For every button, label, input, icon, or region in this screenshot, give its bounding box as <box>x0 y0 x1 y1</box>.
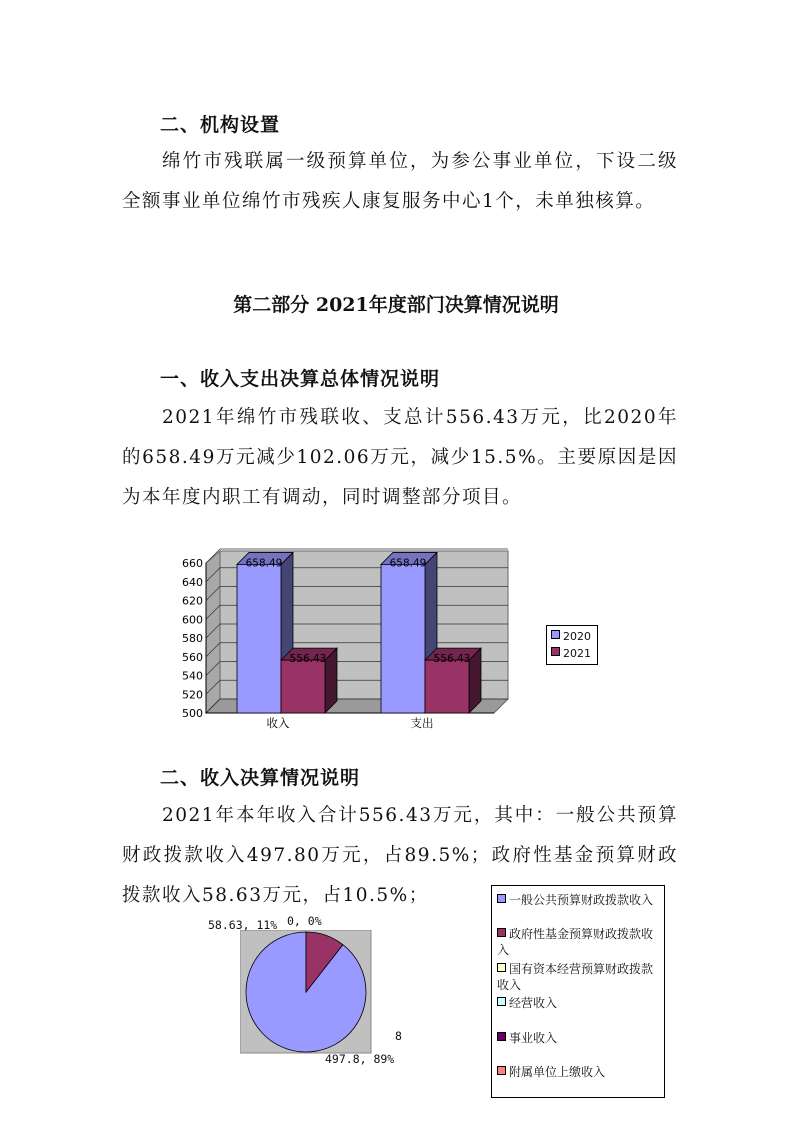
bar-legend-label-2020: 2020 <box>563 630 591 643</box>
pie-label-slice-2: 58.63, 11% <box>208 918 278 932</box>
pie-chart <box>240 930 372 1054</box>
pie-label-slice-1: 497.8, 89% <box>325 1052 395 1066</box>
bar-y-tick-label: 640 <box>182 575 203 589</box>
bar-data-label: 658.49 <box>245 557 283 570</box>
bar-y-tick-label: 500 <box>182 707 203 720</box>
bar-y-tick-label: 580 <box>182 632 203 645</box>
pie-legend-label-2: 政府性基金预算财政拨款收入 <box>497 927 654 957</box>
bar-y-tick-label: 600 <box>182 613 203 627</box>
section-heading-income: 二、收入决算情况说明 <box>160 767 361 789</box>
section-heading-org: 二、机构设置 <box>160 114 281 136</box>
bar-data-label: 556.43 <box>289 653 327 666</box>
section-paragraph-org: 绵竹市残联属一级预算单位，为参公事业单位，下设二级全额事业单位绵竹市残疾人康复服务中心1个，未单独核算。 <box>122 151 678 212</box>
bar-data-label: 658.49 <box>389 557 427 570</box>
pie-legend-swatch-3 <box>497 963 506 972</box>
bar-chart <box>170 545 530 735</box>
pie-legend-item-5 <box>497 1030 662 1046</box>
bar-y-tick-label: 560 <box>182 650 203 664</box>
pie-legend-item-6 <box>497 1064 662 1080</box>
section-paragraph-summary: 2021年绵竹市残联收、支总计556.43万元，比2020年的658.49万元减少102.06万元，减少15.5%。主要原因是因为本年度内职工有调动，同时调整部分项目。 <box>122 407 678 508</box>
bar-y-tick-label: 660 <box>182 557 203 570</box>
pie-legend-item-2 <box>497 926 662 958</box>
bar-legend-item-2021 <box>551 647 591 660</box>
pie-stray-label: 8 <box>395 1029 402 1043</box>
bar-side-wall <box>206 551 220 713</box>
section-paragraph-income: 2021年本年收入合计556.43万元，其中：一般公共预算财政拨款收入497.80万元，占89.5%；政府性基金预算财政拨款收入58.63万元，占10.5%； <box>122 805 678 906</box>
pie-legend-label-5: 事业收入 <box>509 1031 558 1045</box>
bar-data-label: 556.43 <box>433 653 471 666</box>
bar-legend-item-2020 <box>551 630 591 643</box>
bar-category-label: 支出 <box>410 716 434 730</box>
bar-y-tick-label: 520 <box>182 688 203 702</box>
pie-legend-label-1: 一般公共预算财政拨款收入 <box>509 893 654 907</box>
bar-category-label: 收入 <box>266 716 290 730</box>
pie-legend-swatch-5 <box>497 1032 506 1041</box>
section-heading-summary: 一、收入支出决算总体情况说明 <box>160 368 441 390</box>
bar-legend-swatch-2020 <box>551 630 560 639</box>
pie-legend-item-4 <box>497 995 662 1011</box>
pie-legend-item-1 <box>497 892 662 908</box>
pie-legend-swatch-2 <box>497 928 506 937</box>
bar-y-tick-label: 540 <box>182 669 203 683</box>
bar-y-tick-label: 620 <box>182 594 203 608</box>
pie-label-slice-3: 0, 0% <box>287 914 322 928</box>
bar-legend-label-2021: 2021 <box>563 647 591 660</box>
pie-legend-label-6: 附属单位上缴收入 <box>509 1065 606 1079</box>
pie-legend-label-4: 经营收入 <box>509 996 558 1010</box>
bar-chart-legend <box>546 625 598 665</box>
pie-legend-item-3 <box>497 961 662 993</box>
pie-legend-label-3: 国有资本经营预算财政拨款收入 <box>497 962 654 992</box>
bar-legend-swatch-2021 <box>551 647 560 656</box>
pie-legend-swatch-4 <box>497 997 506 1006</box>
pie-chart-legend <box>491 885 665 1098</box>
pie-legend-swatch-1 <box>497 894 506 903</box>
part-title: 第二部分 2021年度部门决算情况说明 <box>233 294 559 316</box>
pie-legend-swatch-6 <box>497 1066 506 1075</box>
